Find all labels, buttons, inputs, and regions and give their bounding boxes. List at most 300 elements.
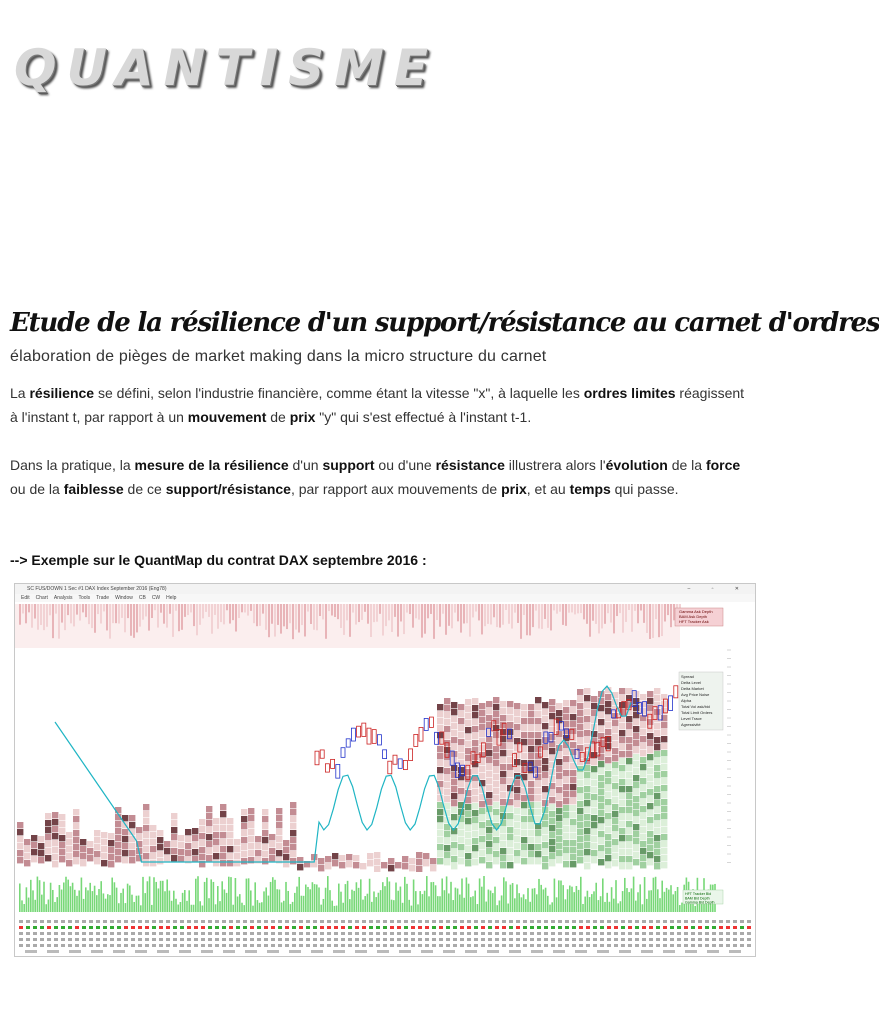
volume-bar xyxy=(353,891,355,912)
heatmap-cell xyxy=(612,727,618,733)
heatmap-cell xyxy=(451,786,457,792)
data-cell xyxy=(712,932,716,935)
heatmap-cell xyxy=(535,711,541,717)
ask-depth-bar xyxy=(175,604,177,611)
ask-depth-bar xyxy=(103,604,105,611)
volume-bar xyxy=(415,891,417,912)
heatmap-cell xyxy=(619,800,625,806)
heatmap-cell xyxy=(423,853,429,859)
volume-bar xyxy=(494,887,496,912)
data-cell xyxy=(285,938,289,941)
heatmap-cell xyxy=(416,866,422,872)
heatmap-cell xyxy=(633,817,639,823)
data-cell xyxy=(166,932,170,935)
data-cell xyxy=(572,944,576,947)
heatmap-cell xyxy=(248,843,254,849)
ask-depth-bar xyxy=(100,604,102,624)
quantisme-logo[interactable] xyxy=(14,39,446,97)
heatmap-cell xyxy=(612,741,618,747)
heatmap-cell xyxy=(514,843,520,849)
data-cell xyxy=(516,926,520,929)
heatmap-cell xyxy=(94,837,100,843)
data-cell xyxy=(110,920,114,923)
heatmap-cell xyxy=(493,725,499,731)
data-cell xyxy=(600,938,604,941)
heatmap-cell xyxy=(612,832,618,838)
data-cell xyxy=(453,944,457,947)
volume-bar xyxy=(81,878,83,912)
ask-depth-bar xyxy=(520,604,522,639)
heatmap-cell xyxy=(465,811,471,817)
data-cell xyxy=(327,926,331,929)
volume-bar xyxy=(191,905,193,912)
ask-depth-bar xyxy=(304,604,306,636)
volume-bar xyxy=(406,884,408,912)
heatmap-cell xyxy=(486,736,492,742)
data-cell xyxy=(411,932,415,935)
menu-item[interactable]: CB xyxy=(138,595,146,601)
data-cell xyxy=(509,926,513,929)
heatmap-cell xyxy=(220,832,226,838)
data-cell xyxy=(579,926,583,929)
heatmap-cell xyxy=(612,797,618,803)
heatmap-cell xyxy=(521,830,527,836)
data-cell xyxy=(537,938,541,941)
volume-bar xyxy=(114,882,116,912)
data-cell xyxy=(600,932,604,935)
heatmap-cell xyxy=(661,764,667,770)
time-tick xyxy=(157,950,169,953)
heatmap-cell xyxy=(549,706,555,712)
data-cell xyxy=(152,926,156,929)
heatmap-cell xyxy=(563,791,569,797)
heatmap-cell xyxy=(59,849,65,855)
heatmap-cell xyxy=(514,745,520,751)
data-cell xyxy=(201,932,205,935)
data-cell xyxy=(537,932,541,935)
heatmap-cell xyxy=(269,848,275,854)
volume-bar xyxy=(448,893,450,912)
heatmap-cell xyxy=(451,702,457,708)
ask-depth-bar xyxy=(256,604,258,626)
data-cell xyxy=(712,938,716,941)
data-cell xyxy=(145,920,149,923)
data-cell xyxy=(509,932,513,935)
heatmap-cell xyxy=(598,705,604,711)
heatmap-cell xyxy=(570,707,576,713)
volume-bar xyxy=(510,885,512,912)
data-cell xyxy=(439,938,443,941)
data-cell xyxy=(719,926,723,929)
volume-bar xyxy=(648,890,650,912)
time-tick xyxy=(509,950,521,953)
data-cell xyxy=(243,920,247,923)
heatmap-cell xyxy=(626,814,632,820)
time-tick xyxy=(69,950,81,953)
volume-bar xyxy=(74,890,76,912)
heatmap-cell xyxy=(458,851,464,857)
heatmap-cell xyxy=(584,786,590,792)
data-cell xyxy=(313,938,317,941)
menu-item[interactable]: Analysis xyxy=(53,595,73,601)
data-cell xyxy=(488,944,492,947)
heatmap-cell xyxy=(493,809,499,815)
data-cell xyxy=(369,932,373,935)
heatmap-cell xyxy=(220,818,226,824)
volume-bar xyxy=(160,881,162,912)
data-cell xyxy=(229,932,233,935)
data-cell xyxy=(292,938,296,941)
heatmap-cell xyxy=(563,819,569,825)
heatmap-cell xyxy=(647,824,653,830)
data-cell xyxy=(642,944,646,947)
ask-depth-bar xyxy=(595,604,597,624)
heatmap-cell xyxy=(73,809,79,815)
heatmap-cell xyxy=(493,704,499,710)
volume-bar xyxy=(536,894,538,912)
ask-depth-bar xyxy=(406,604,408,613)
heatmap-cell xyxy=(598,747,604,753)
heatmap-cell xyxy=(647,761,653,767)
ask-depth-bar xyxy=(310,604,312,624)
ask-depth-bar xyxy=(412,604,414,628)
heatmap-cell xyxy=(262,816,268,822)
ask-depth-bar xyxy=(253,604,255,623)
data-cell xyxy=(257,944,261,947)
heatmap-cell xyxy=(563,798,569,804)
time-tick xyxy=(47,950,59,953)
ask-depth-bar xyxy=(652,604,654,638)
heatmap-cell xyxy=(59,828,65,834)
ask-depth-bar xyxy=(94,604,96,633)
data-cell xyxy=(607,920,611,923)
ask-depth-bar xyxy=(205,604,207,612)
heatmap-cell xyxy=(493,781,499,787)
data-cell xyxy=(194,944,198,947)
heatmap-cell xyxy=(626,688,632,694)
ask-depth-bar xyxy=(445,604,447,635)
heatmap-cell xyxy=(654,730,660,736)
data-cell xyxy=(306,926,310,929)
volume-bar xyxy=(459,895,461,912)
ask-depth-bar xyxy=(547,604,549,628)
heatmap-cell xyxy=(479,738,485,744)
heatmap-cell xyxy=(556,836,562,842)
data-cell xyxy=(565,932,569,935)
heatmap-cell xyxy=(178,849,184,855)
heatmap-cell xyxy=(647,831,653,837)
ask-depth-bar xyxy=(220,604,222,622)
volume-bar xyxy=(375,897,377,912)
volume-bar xyxy=(224,889,226,912)
data-cell xyxy=(376,932,380,935)
heatmap-cell xyxy=(514,850,520,856)
data-cell xyxy=(173,926,177,929)
data-cell xyxy=(229,938,233,941)
volume-bar xyxy=(441,878,443,912)
heatmap-cell xyxy=(556,843,562,849)
indicator-label: Delta Level xyxy=(681,680,702,685)
volume-bar xyxy=(63,882,65,912)
ask-depth-bar xyxy=(337,604,339,619)
volume-bar xyxy=(32,890,34,912)
heatmap-cell xyxy=(528,725,534,731)
heatmap-cell xyxy=(521,732,527,738)
heatmap-cell xyxy=(437,718,443,724)
heatmap-cell xyxy=(640,743,646,749)
data-cell xyxy=(187,938,191,941)
data-cell xyxy=(586,944,590,947)
ask-depth-bar xyxy=(232,604,234,620)
menu-item[interactable]: Trade xyxy=(96,595,110,601)
menu-item[interactable]: Help xyxy=(166,595,177,601)
data-cell xyxy=(264,944,268,947)
heatmap-cell xyxy=(493,767,499,773)
heatmap-cell xyxy=(465,727,471,733)
volume-bar xyxy=(67,880,69,912)
heatmap-cell xyxy=(66,846,72,852)
heatmap-cell xyxy=(283,854,289,860)
volume-bar xyxy=(118,903,120,912)
heatmap-cell xyxy=(570,700,576,706)
heatmap-cell xyxy=(395,862,401,868)
volume-bar xyxy=(659,898,661,912)
heatmap-cell xyxy=(437,753,443,759)
ask-depth-bar xyxy=(640,604,642,611)
volume-bar xyxy=(270,882,272,912)
heatmap-cell xyxy=(283,840,289,846)
ask-depth-bar xyxy=(457,604,459,621)
heatmap-cell xyxy=(500,750,506,756)
data-cell xyxy=(355,944,359,947)
ask-depth-bar xyxy=(574,604,576,614)
ask-depth-bar xyxy=(244,604,246,612)
heatmap-cell xyxy=(584,856,590,862)
ask-depth-bar xyxy=(163,604,165,624)
volume-bar xyxy=(567,889,569,912)
heatmap-cell xyxy=(38,836,44,842)
heatmap-cell xyxy=(570,833,576,839)
ask-depth-bar xyxy=(157,604,159,628)
menu-item[interactable]: CW xyxy=(151,595,161,601)
data-cell xyxy=(614,944,618,947)
data-cell xyxy=(47,944,51,947)
ask-depth-bar xyxy=(619,604,621,613)
data-cell xyxy=(537,926,541,929)
data-cell xyxy=(236,944,240,947)
data-cell xyxy=(292,944,296,947)
heatmap-cell xyxy=(584,814,590,820)
data-cell xyxy=(299,932,303,935)
data-cell xyxy=(516,920,520,923)
menu-item[interactable]: Edit xyxy=(21,595,30,601)
heatmap-cell xyxy=(563,707,569,713)
data-cell xyxy=(502,926,506,929)
heatmap-cell xyxy=(640,820,646,826)
heatmap-cell xyxy=(318,858,324,864)
menu-item[interactable]: Window xyxy=(115,595,133,601)
data-cell xyxy=(677,932,681,935)
data-cell xyxy=(285,932,289,935)
volume-bar xyxy=(239,894,241,912)
volume-bar xyxy=(52,890,54,912)
heatmap-cell xyxy=(479,815,485,821)
volume-bar xyxy=(549,905,551,912)
volume-bar xyxy=(534,888,536,912)
heatmap-cell xyxy=(150,846,156,852)
heatmap-cell xyxy=(514,759,520,765)
heatmap-cell xyxy=(45,813,51,819)
data-cell xyxy=(117,926,121,929)
volume-bar xyxy=(320,905,322,912)
time-tick xyxy=(421,950,433,953)
heatmap-cell xyxy=(591,850,597,856)
emphasis-text: mesure de la résilience xyxy=(134,457,289,473)
heatmap-cell xyxy=(528,746,534,752)
heatmap-cell xyxy=(500,708,506,714)
heatmap-cell xyxy=(619,863,625,869)
heatmap-cell xyxy=(80,860,86,866)
menu-item[interactable]: Tools xyxy=(78,595,91,601)
data-cell xyxy=(313,926,317,929)
volume-bar xyxy=(408,900,410,912)
heatmap-cell xyxy=(290,844,296,850)
volume-bar xyxy=(364,896,366,912)
heatmap-cell xyxy=(101,846,107,852)
heatmap-cell xyxy=(619,758,625,764)
heatmap-cell xyxy=(24,853,30,859)
heatmap-cell xyxy=(507,806,513,812)
data-cell xyxy=(159,938,163,941)
data-cell xyxy=(383,944,387,947)
heatmap-cell xyxy=(458,858,464,864)
heatmap-cell xyxy=(122,843,128,849)
heatmap-cell xyxy=(556,710,562,716)
volume-bar xyxy=(681,903,683,912)
volume-bar xyxy=(470,897,472,912)
ask-depth-bar xyxy=(553,604,555,610)
heatmap-cell xyxy=(227,853,233,859)
heatmap-cell xyxy=(227,846,233,852)
heatmap-cell xyxy=(451,723,457,729)
heatmap-cell xyxy=(213,860,219,866)
heatmap-cell xyxy=(325,856,331,862)
volume-bar xyxy=(274,880,276,912)
data-cell xyxy=(383,932,387,935)
data-cell xyxy=(404,932,408,935)
volume-bar xyxy=(611,887,613,912)
heatmap-cell xyxy=(612,783,618,789)
volume-bar xyxy=(496,905,498,912)
heatmap-cell xyxy=(654,772,660,778)
heatmap-cell xyxy=(514,808,520,814)
data-cell xyxy=(544,920,548,923)
heatmap-cell xyxy=(654,849,660,855)
heatmap-cell xyxy=(290,802,296,808)
data-cell xyxy=(719,938,723,941)
heatmap-cell xyxy=(661,771,667,777)
heatmap-cell xyxy=(374,859,380,865)
volume-bar xyxy=(468,884,470,912)
heatmap-cell xyxy=(73,858,79,864)
volume-bar xyxy=(437,896,439,912)
data-cell xyxy=(313,932,317,935)
heatmap-cell xyxy=(388,858,394,864)
volume-bar xyxy=(428,896,430,912)
heatmap-cell xyxy=(213,853,219,859)
data-cell xyxy=(215,932,219,935)
ask-depth-bar xyxy=(262,604,264,614)
volume-bar xyxy=(675,891,677,912)
menu-item[interactable]: Chart xyxy=(35,595,48,601)
time-tick xyxy=(619,950,631,953)
heatmap-cell xyxy=(612,762,618,768)
data-cell xyxy=(194,932,198,935)
heatmap-cell xyxy=(171,848,177,854)
heatmap-cell xyxy=(24,846,30,852)
heatmap-cell xyxy=(486,827,492,833)
heatmap-cell xyxy=(52,833,58,839)
volume-bar xyxy=(650,890,652,912)
heatmap-cell xyxy=(598,845,604,851)
heatmap-cell xyxy=(535,809,541,815)
time-tick xyxy=(443,950,455,953)
volume-bar xyxy=(426,876,428,912)
ask-depth-bar xyxy=(472,604,474,617)
heatmap-cell xyxy=(619,856,625,862)
heatmap-cell xyxy=(654,842,660,848)
volume-bar xyxy=(103,893,105,912)
heatmap-cell xyxy=(598,754,604,760)
volume-bar xyxy=(39,880,41,912)
volume-bar xyxy=(556,897,558,912)
ask-depth-bar xyxy=(277,604,279,625)
heatmap-cell xyxy=(115,842,121,848)
data-cell xyxy=(551,938,555,941)
data-cell xyxy=(26,932,30,935)
data-cell xyxy=(257,938,261,941)
data-cell xyxy=(264,926,268,929)
heatmap-cell xyxy=(136,834,142,840)
data-cell xyxy=(404,944,408,947)
heatmap-cell xyxy=(472,733,478,739)
heatmap-cell xyxy=(626,849,632,855)
data-cell xyxy=(257,920,261,923)
body-text: ou de la xyxy=(10,481,64,497)
heatmap-cell xyxy=(472,817,478,823)
data-cell xyxy=(572,926,576,929)
heatmap-cell xyxy=(493,718,499,724)
data-cell xyxy=(474,938,478,941)
data-cell xyxy=(180,932,184,935)
heatmap-cell xyxy=(577,787,583,793)
volume-bar xyxy=(221,881,223,912)
volume-bar xyxy=(232,905,234,912)
heatmap-cell xyxy=(437,732,443,738)
data-cell xyxy=(201,938,205,941)
heatmap-cell xyxy=(38,850,44,856)
data-cell xyxy=(439,926,443,929)
volume-bar xyxy=(661,881,663,912)
heatmap-cell xyxy=(633,775,639,781)
window-controls: – ▫ ✕ xyxy=(687,586,749,592)
heatmap-cell xyxy=(647,754,653,760)
body-text: de xyxy=(266,409,290,425)
heatmap-cell xyxy=(577,703,583,709)
data-cell xyxy=(677,944,681,947)
volume-bar xyxy=(28,898,30,912)
heatmap-cell xyxy=(122,857,128,863)
